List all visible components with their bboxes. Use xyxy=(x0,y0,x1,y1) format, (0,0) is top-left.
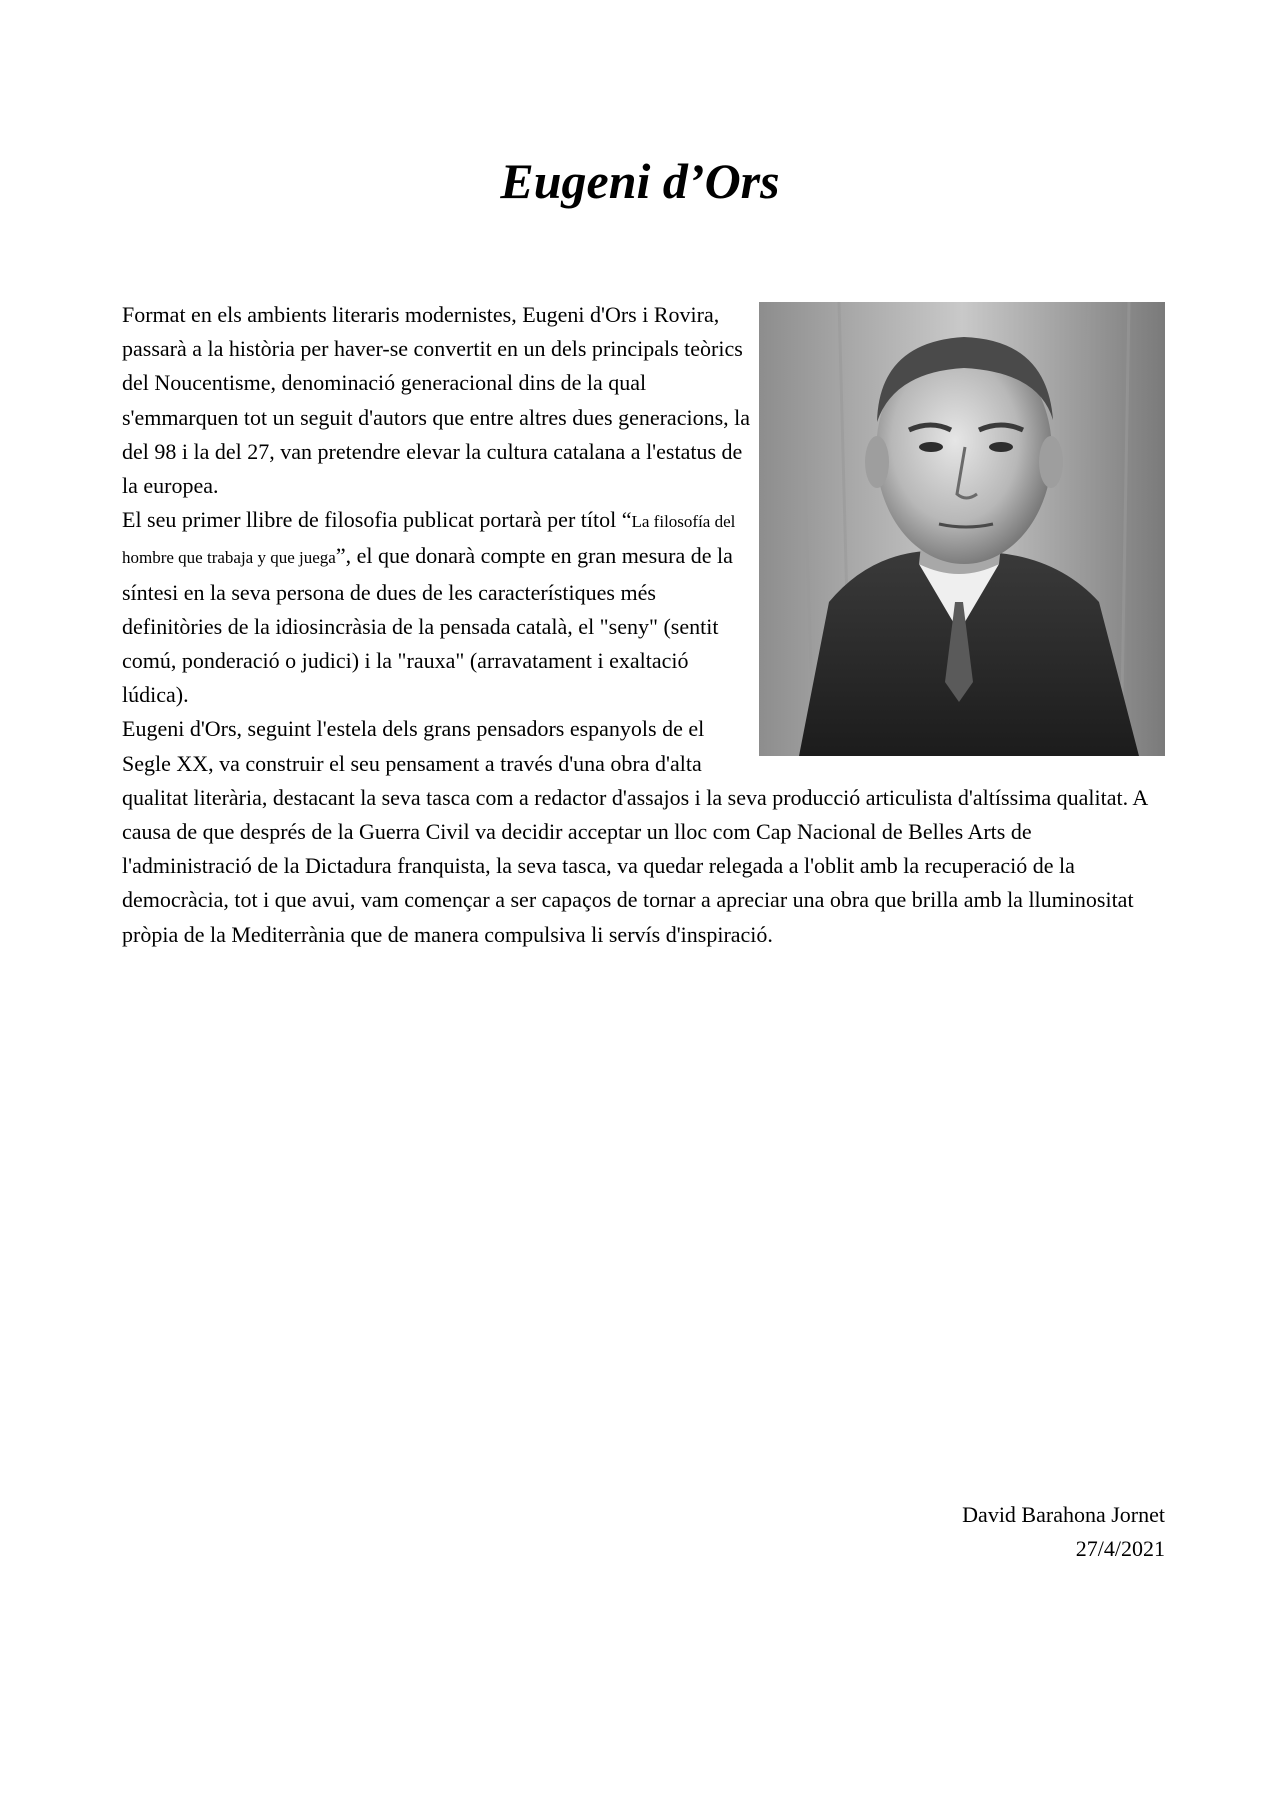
page-title: Eugeni d’Ors xyxy=(500,153,780,209)
paragraph-2-start: El seu primer llibre de filosofia publicat portarà per títol “ xyxy=(122,507,632,533)
signature-block xyxy=(962,1498,1165,1566)
paragraph-3: Eugeni d'Ors, seguint l'estela dels grans pensadors espanyols de el Segle XX, va construir el seu pensament a través d'una obra d'alta qualitat literària, destacant la seva tasca com a redactor d'assajos i la seva producció articulista d'altíssima qualitat. A causa de que després de la Guerra Civil va decidir acceptar un lloc com Cap Nacional de Belles Arts de l'administració de la Dictadura franquista, la seva tasca, va quedar relegada a l'oblit amb la recuperació de la democràcia, tot i que avui, vam començar a ser capaços de tornar a apreciar una obra que brilla amb la lluminositat pròpia de la Mediterrània que de manera compulsiva li servís d'inspiració. xyxy=(122,716,1148,947)
paragraph-2-end: ”, el que donarà compte en gran mesura de la síntesi en la seva persona de dues de les característiques més definitòries de la idiosincràsia de la pensada català, el "seny" (sentit comú, ponderació o judici) i la "rauxa" (arravatament i exaltació lúdica). xyxy=(122,543,733,708)
paragraph-1: Format en els ambients literaris modernistes, Eugeni d'Ors i Rovira, passarà a la història per haver-se convertit en un dels principals teòrics del Noucentisme, denominació generacional dins de la qual s'emmarquen tot un seguit d'autors que entre altres dues generacions, la del 98 i la del 27, van pretendre elevar la cultura catalana a l'estatus de la europea. xyxy=(122,302,751,499)
author-name: David Barahona Jornet xyxy=(962,1502,1165,1527)
document-date: 27/4/2021 xyxy=(1075,1536,1165,1561)
body-text xyxy=(122,298,1165,952)
book-title: La filosofía del hombre que trabaja y que juega xyxy=(122,512,736,568)
portrait-photo xyxy=(759,302,1165,756)
